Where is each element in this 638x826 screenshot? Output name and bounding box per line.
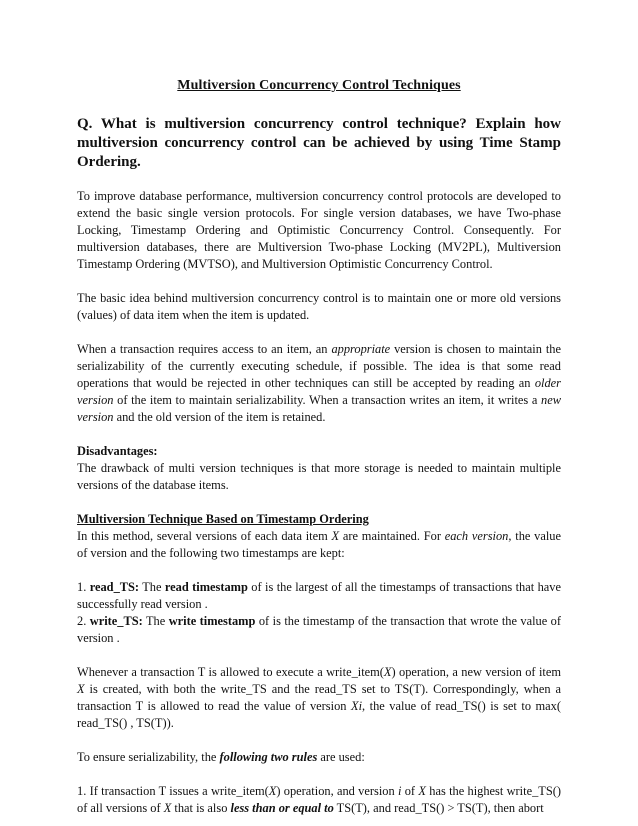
italic-text: X — [383, 665, 392, 679]
text-run: are maintained. For — [339, 529, 445, 543]
text-run: are used: — [317, 750, 365, 764]
list-number: 1. — [77, 580, 90, 594]
disadvantages-heading: Disadvantages: — [77, 444, 158, 458]
question-heading: Q. What is multiversion concurrency control technique? Explain how multiversion concurrency control can be achieved by using Time Stamp Ordering. — [77, 116, 561, 170]
text-run: , the value of read_TS() is set to max( read_TS() , TS(T)). — [77, 699, 561, 730]
italic-text: older version — [77, 376, 561, 407]
list-item-read-ts — [77, 579, 561, 613]
text-run: In this method, several versions of each data item — [77, 529, 332, 543]
italic-text: X — [77, 682, 85, 696]
italic-text: new version — [77, 393, 561, 424]
text-run: is created, with both the write_TS and the read_TS set to TS(T). Correspondingly, when a transaction T is allowed to read the value of version — [77, 682, 561, 713]
text-run: To ensure serializability, the — [77, 750, 220, 764]
text-run: and the old version of the item is retained. — [113, 410, 326, 424]
text-run: Whenever a transaction T is allowed to execute a write_item( — [77, 665, 384, 679]
section-intro-paragraph — [77, 528, 561, 562]
bold-italic-text: following two rules — [219, 750, 318, 764]
text-run: The — [142, 614, 169, 628]
rules-intro-paragraph — [77, 749, 561, 766]
text-run: When a transaction requires access to an item, an — [77, 342, 332, 356]
italic-text: X — [163, 801, 172, 815]
intro-paragraph: To improve database performance, multiversion concurrency control protocols are developed to extend the basic single version protocols. For single version databases, we have Two-phase Locking, Timestamp Ordering and Optimistic Concurrency Control. Consequently. For multiversion databases, there are Multiversion Two-phase Locking (MV2PL), Multiversion Timestamp Ordering (MVTSO), and Multiversion Optimistic Concurrency Control. — [77, 189, 561, 271]
text-run: The — [139, 580, 165, 594]
section-heading: Multiversion Technique Based on Timestamp Ordering — [77, 512, 369, 526]
text-run: the value of version and the following two timestamps are kept: — [77, 529, 561, 560]
italic-text: i — [397, 784, 402, 798]
italic-text: X — [268, 784, 277, 798]
rule-one-paragraph — [77, 783, 561, 817]
italic-text: each version, — [444, 529, 512, 543]
text-run: ) operation, and version — [276, 784, 398, 798]
list-number: 2. — [77, 614, 90, 628]
write-item-paragraph — [77, 664, 561, 732]
text-run: TS(T), and read_TS() > TS(T), then abort — [333, 801, 544, 815]
text-run: of is the largest of all the timestamps of transactions that have successfully read version . — [77, 580, 561, 611]
list-item-write-ts — [77, 613, 561, 647]
text-run: that is also — [171, 801, 231, 815]
page-title: Multiversion Concurrency Control Techniques — [177, 78, 461, 93]
text-run: of is the timestamp of the transaction that wrote the value of version . — [77, 614, 562, 645]
bold-text: read timestamp — [164, 580, 248, 594]
italic-text: appropriate — [331, 342, 391, 356]
text-run: has the highest write_TS() of all versions of — [77, 784, 561, 815]
bold-italic-text: less than or equal to — [230, 801, 334, 815]
italic-text: X — [418, 784, 426, 798]
text-run: of the item to maintain serializability. When a transaction writes an item, it writes a — [113, 393, 542, 407]
text-run: of — [401, 784, 419, 798]
basic-idea-paragraph: The basic idea behind multiversion concurrency control is to maintain one or more old versions (values) of data item when the item is updated. — [77, 291, 561, 322]
disadvantages-paragraph: The drawback of multi version techniques is that more storage is needed to maintain multiple versions of the database items. — [77, 461, 561, 492]
bold-text: write_TS: — [89, 614, 143, 628]
bold-text: write timestamp — [168, 614, 256, 628]
italic-text: X — [331, 529, 340, 543]
text-run: version is chosen to maintain the serializability of the currently executing schedule, if possible. The idea is that some read operations that would be rejected in other techniques can still be accepted by reading an — [77, 342, 561, 390]
bold-text: read_TS: — [89, 580, 140, 594]
text-run: 1. If transaction T issues a write_item( — [77, 784, 269, 798]
text-run: ) operation, a new version of item — [391, 665, 561, 679]
version-selection-paragraph — [77, 341, 561, 426]
italic-text: Xi — [351, 699, 363, 713]
document-body — [77, 78, 561, 817]
